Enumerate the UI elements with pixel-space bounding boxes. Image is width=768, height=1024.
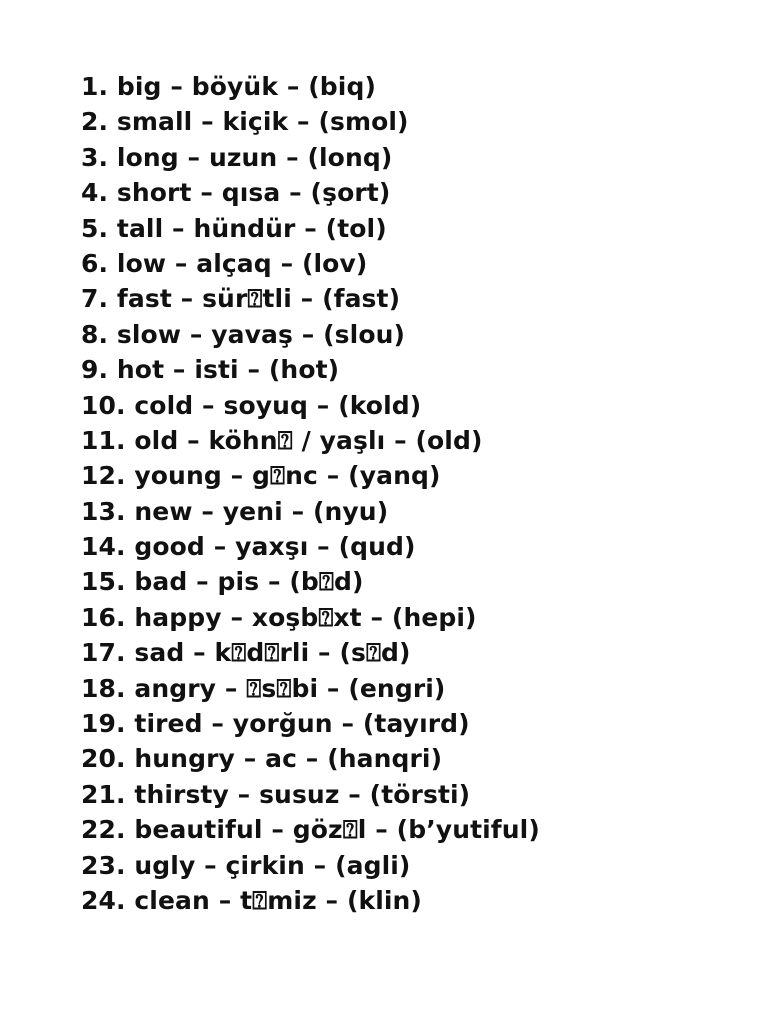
vocab-item: 12. young – g⍰nc – (yanq) [81,461,441,491]
vocab-item: 3. long – uzun – (lonq) [81,142,393,172]
vocab-item: 10. cold – soyuq – (kold) [81,390,422,420]
vocab-item: 1. big – böyük – (biq) [81,72,376,101]
vocab-item: 8. slow – yavaş – (slou) [81,319,406,349]
vocab-item: 11. old – köhn⍰ / yaşlı – (old) [81,425,483,455]
vocab-item: 17. sad – k⍰d⍰rli – (s⍰d) [81,638,411,668]
vocab-item: 22. beautiful – göz⍰l – (b’yutiful) [81,815,540,845]
vocab-item: 13. new – yeni – (nyu) [81,496,389,526]
vocab-item: 14. good – yaxşı – (qud) [81,532,416,562]
vocab-item: 2. small – kiçik – (smol) [81,107,409,137]
vocab-item: 15. bad – pis – (b⍰d) [81,567,364,597]
vocab-item: 23. ugly – çirkin – (agli) [81,850,411,880]
vocab-item: 4. short – qısa – (şort) [81,178,391,208]
vocab-item: 18. angry – ⍰s⍰bi – (engri) [81,673,446,703]
vocab-item: 20. hungry – ac – (hanqri) [81,744,443,774]
vocab-item: 9. hot – isti – (hot) [81,355,340,385]
vocabulary-list [81,69,540,918]
vocab-item: 19. tired – yorğun – (tayırd) [81,709,470,739]
vocab-item: 7. fast – sür⍰tli – (fast) [81,284,401,314]
vocab-item: 16. happy – xoşb⍰xt – (hepi) [81,602,477,632]
vocab-item: 24. clean – t⍰miz – (klin) [81,885,422,915]
vocab-item: 21. thirsty – susuz – (törsti) [81,779,471,809]
vocab-item: 6. low – alçaq – (lov) [81,248,368,278]
vocab-item: 5. tall – hündür – (tol) [81,213,387,243]
